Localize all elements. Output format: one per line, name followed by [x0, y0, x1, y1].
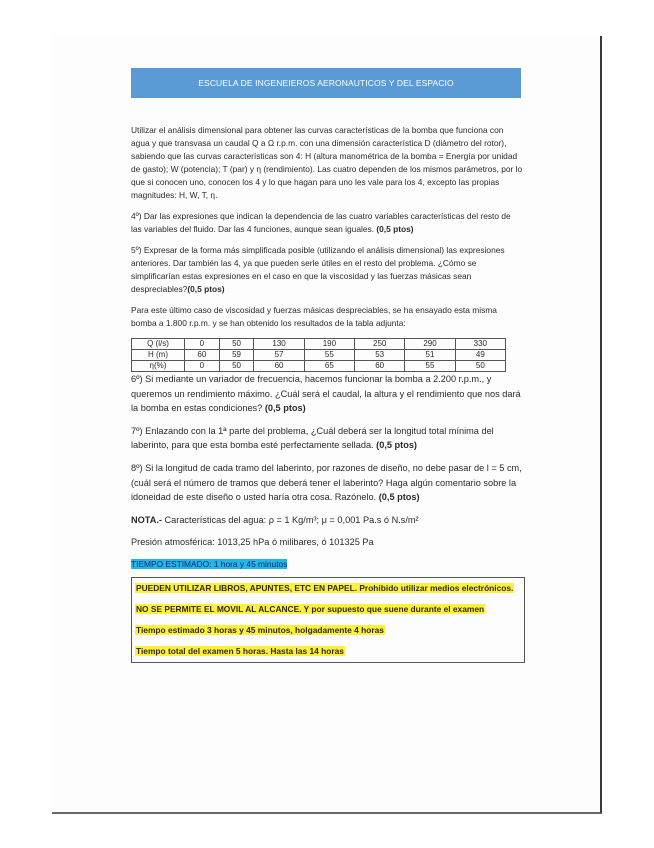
exam-body	[131, 124, 523, 663]
rule-item: Tiempo estimado 3 horas y 45 minutos, holgadamente 4 horas	[136, 624, 384, 635]
table-cell: 330	[455, 339, 505, 350]
row-label: η(%)	[132, 361, 185, 372]
row-label: H (m)	[132, 350, 185, 361]
table-cell: 60	[355, 361, 405, 372]
table-cell: 49	[455, 350, 505, 361]
table-row	[132, 339, 506, 350]
exam-rules-box	[131, 577, 525, 663]
table-cell: 55	[304, 350, 354, 361]
question-6: 6º) Si mediante un variador de frecuencia, hacemos funcionar la bomba a 2.200 r.p.m., y queremos un rendimiento máximo. ¿Cuál será el caudal, la altura y el rendimiento que nos dará la bomba en estas condiciones? (0,5 ptos)	[131, 374, 521, 414]
table-cell: 130	[254, 339, 304, 350]
table-row	[132, 350, 506, 361]
question-8: 8º) Si la longitud de cada tramo del laberinto, por razones de diseño, no debe pasar de l = 5 cm, (cuál será el número de tramos que deberá tener el laberinto? Haga algún comentario sobre la idoneidad de este diseño o usted haría otra cosa. Razónelo. (0,5 ptos)	[131, 462, 522, 503]
school-title: ESCUELA DE INGENEIEROS AERONAUTICOS Y DEL ESPACIO	[198, 78, 454, 88]
table-cell: 250	[355, 339, 405, 350]
table-cell: 50	[219, 339, 254, 350]
table-cell: 60	[254, 361, 304, 372]
table-cell: 51	[405, 350, 455, 361]
atmospheric-pressure-note: Presión atmosférica: 1013,25 hPa ó milibares, ó 101325 Pa	[131, 537, 374, 548]
estimated-time-highlight: TIEMPO ESTIMADO: 1 hora y 45 minutos	[131, 558, 288, 569]
table-cell: 53	[355, 350, 405, 361]
table-cell: 0	[185, 339, 220, 350]
water-properties-note: NOTA.- Características del agua: ρ = 1 Kg/m³; μ = 0,001 Pa.s ó N.s/m²	[131, 514, 419, 525]
rule-item: Tiempo total del examen 5 horas. Hasta las 14 horas	[136, 645, 344, 656]
question-7: 7º) Enlazando con la 1ª parte del problema, ¿Cuál deberá ser la longitud total mínima del laberinto, para que esta bomba esté perfectamente sellada. (0,5 ptos)	[131, 425, 494, 451]
table-cell: 59	[219, 350, 254, 361]
table-cell: 60	[185, 350, 220, 361]
question-5: 5º) Expresar de la forma más simplificada posible (utilizando el análisis dimensional) las expresiones anteriores. Dar también las 4, ya que pueden serle útiles en el resto del problema. ¿Cómo se simplificarían estas expresiones en el caso en que la viscosidad y las fuerzas másicas sean despreciables?(0,5 ptos)	[131, 245, 505, 294]
table-cell: 0	[185, 361, 220, 372]
question-4: 4º) Dar las expresiones que indican la dependencia de las cuatro variables características del resto de las variables del fluido. Dar las 4 funciones, aunque sean iguales. (0,5 ptos)	[131, 211, 511, 234]
rule-item: NO SE PERMITE EL MOVIL AL ALCANCE. Y por supuesto que suene durante el examen	[136, 603, 485, 614]
row-label: Q (l/s)	[132, 339, 185, 350]
table-cell: 190	[304, 339, 354, 350]
school-header-banner	[131, 68, 521, 98]
table-cell: 65	[304, 361, 354, 372]
table-cell: 50	[455, 361, 505, 372]
test-results-table	[131, 338, 506, 372]
table-row	[132, 361, 506, 372]
estimated-time-note	[131, 558, 523, 571]
table-cell: 55	[405, 361, 455, 372]
table-cell: 290	[405, 339, 455, 350]
table-cell: 57	[254, 350, 304, 361]
table-cell: 50	[219, 361, 254, 372]
test-intro-paragraph: Para este último caso de viscosidad y fuerzas másicas despreciables, se ha ensayado esta misma bomba a 1.800 r.p.m. y se han obtenido los resultados de la tabla adjunta:	[131, 305, 497, 328]
intro-paragraph: Utilizar el análisis dimensional para obtener las curvas características de la bomba que funciona con agua y que transvasa un caudal Q a Ω r.p.m. con una dimensión característica D (diámetro del rotor), sabiendo que las curvas características son 4: H (altura manométrica de la bomba = Energía por unidad de gasto); W (potencia); T (par) y η (rendimiento). Las cuatro dependen de los mismos parámetros, por lo que si conocen uno, conocen los 4 y lo que hagan para uno les vale para los 4, excepto las propias magnitudes: H, W, T, η.	[131, 125, 523, 200]
rule-item: PUEDEN UTILIZAR LIBROS, APUNTES, ETC EN PAPEL. Prohibido utilizar medios electrónicos.	[136, 582, 514, 593]
